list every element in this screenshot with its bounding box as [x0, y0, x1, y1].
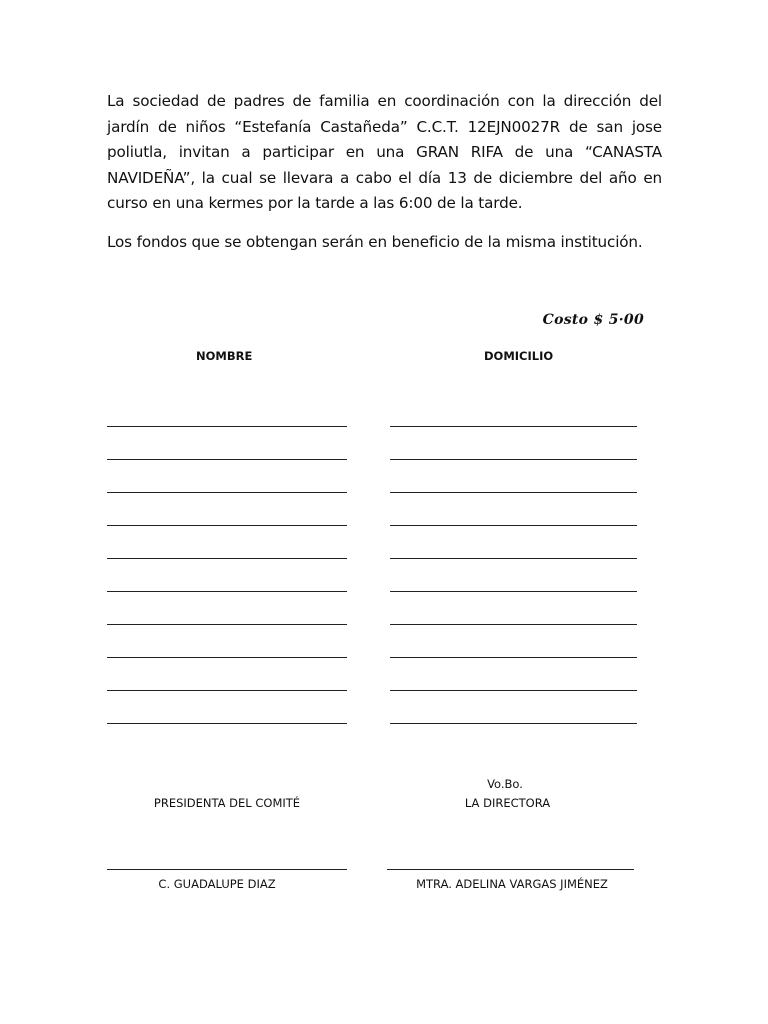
nombre-blank-line: [107, 657, 347, 658]
domicilio-blank-line: [390, 426, 637, 427]
presidenta-title: PRESIDENTA DEL COMITÉ: [153, 796, 301, 810]
domicilio-blank-line: [390, 624, 637, 625]
nombre-blank-line: [107, 459, 347, 460]
domicilio-blank-line: [390, 723, 637, 724]
column-header-domicilio: DOMICILIO: [484, 349, 554, 363]
domicilio-blank-line: [390, 558, 637, 559]
cost-label: Costo $ 5·00: [542, 312, 644, 328]
nombre-blank-line: [107, 558, 347, 559]
nombre-blank-line: [107, 690, 347, 691]
nombre-blank-line: [107, 426, 347, 427]
nombre-blank-line: [107, 591, 347, 592]
domicilio-blank-line: [390, 591, 637, 592]
funds-note: Los fondos que se obtengan serán en beneficio de la misma institución.: [107, 233, 643, 251]
directora-name: MTRA. ADELINA VARGAS JIMÉNEZ: [416, 877, 608, 891]
directora-signature-line: [387, 869, 634, 870]
vobo-label: Vo.Bo.: [487, 777, 523, 791]
nombre-blank-line: [107, 492, 347, 493]
presidenta-signature-line: [107, 869, 347, 870]
nombre-blank-line: [107, 624, 347, 625]
domicilio-blank-line: [390, 492, 637, 493]
domicilio-blank-line: [390, 459, 637, 460]
column-header-nombre: NOMBRE: [196, 349, 253, 363]
nombre-blank-line: [107, 525, 347, 526]
directora-title: LA DIRECTORA: [464, 796, 551, 810]
nombre-blank-line: [107, 723, 347, 724]
domicilio-blank-line: [390, 525, 637, 526]
presidenta-name: C. GUADALUPE DIAZ: [158, 877, 276, 891]
domicilio-blank-line: [390, 657, 637, 658]
intro-paragraph: La sociedad de padres de familia en coordinación con la dirección del jardín de niños “Estefanía Castañeda” C.C.T. 12EJN0027R de san jose poliutla, invitan a participar en una GRAN RIFA de una “CANASTA NAVIDEÑA”, la cual se llevara a cabo el día 13 de diciembre del año en curso en una kermes por la tarde a las 6:00 de la tarde.: [107, 92, 662, 213]
domicilio-blank-line: [390, 690, 637, 691]
